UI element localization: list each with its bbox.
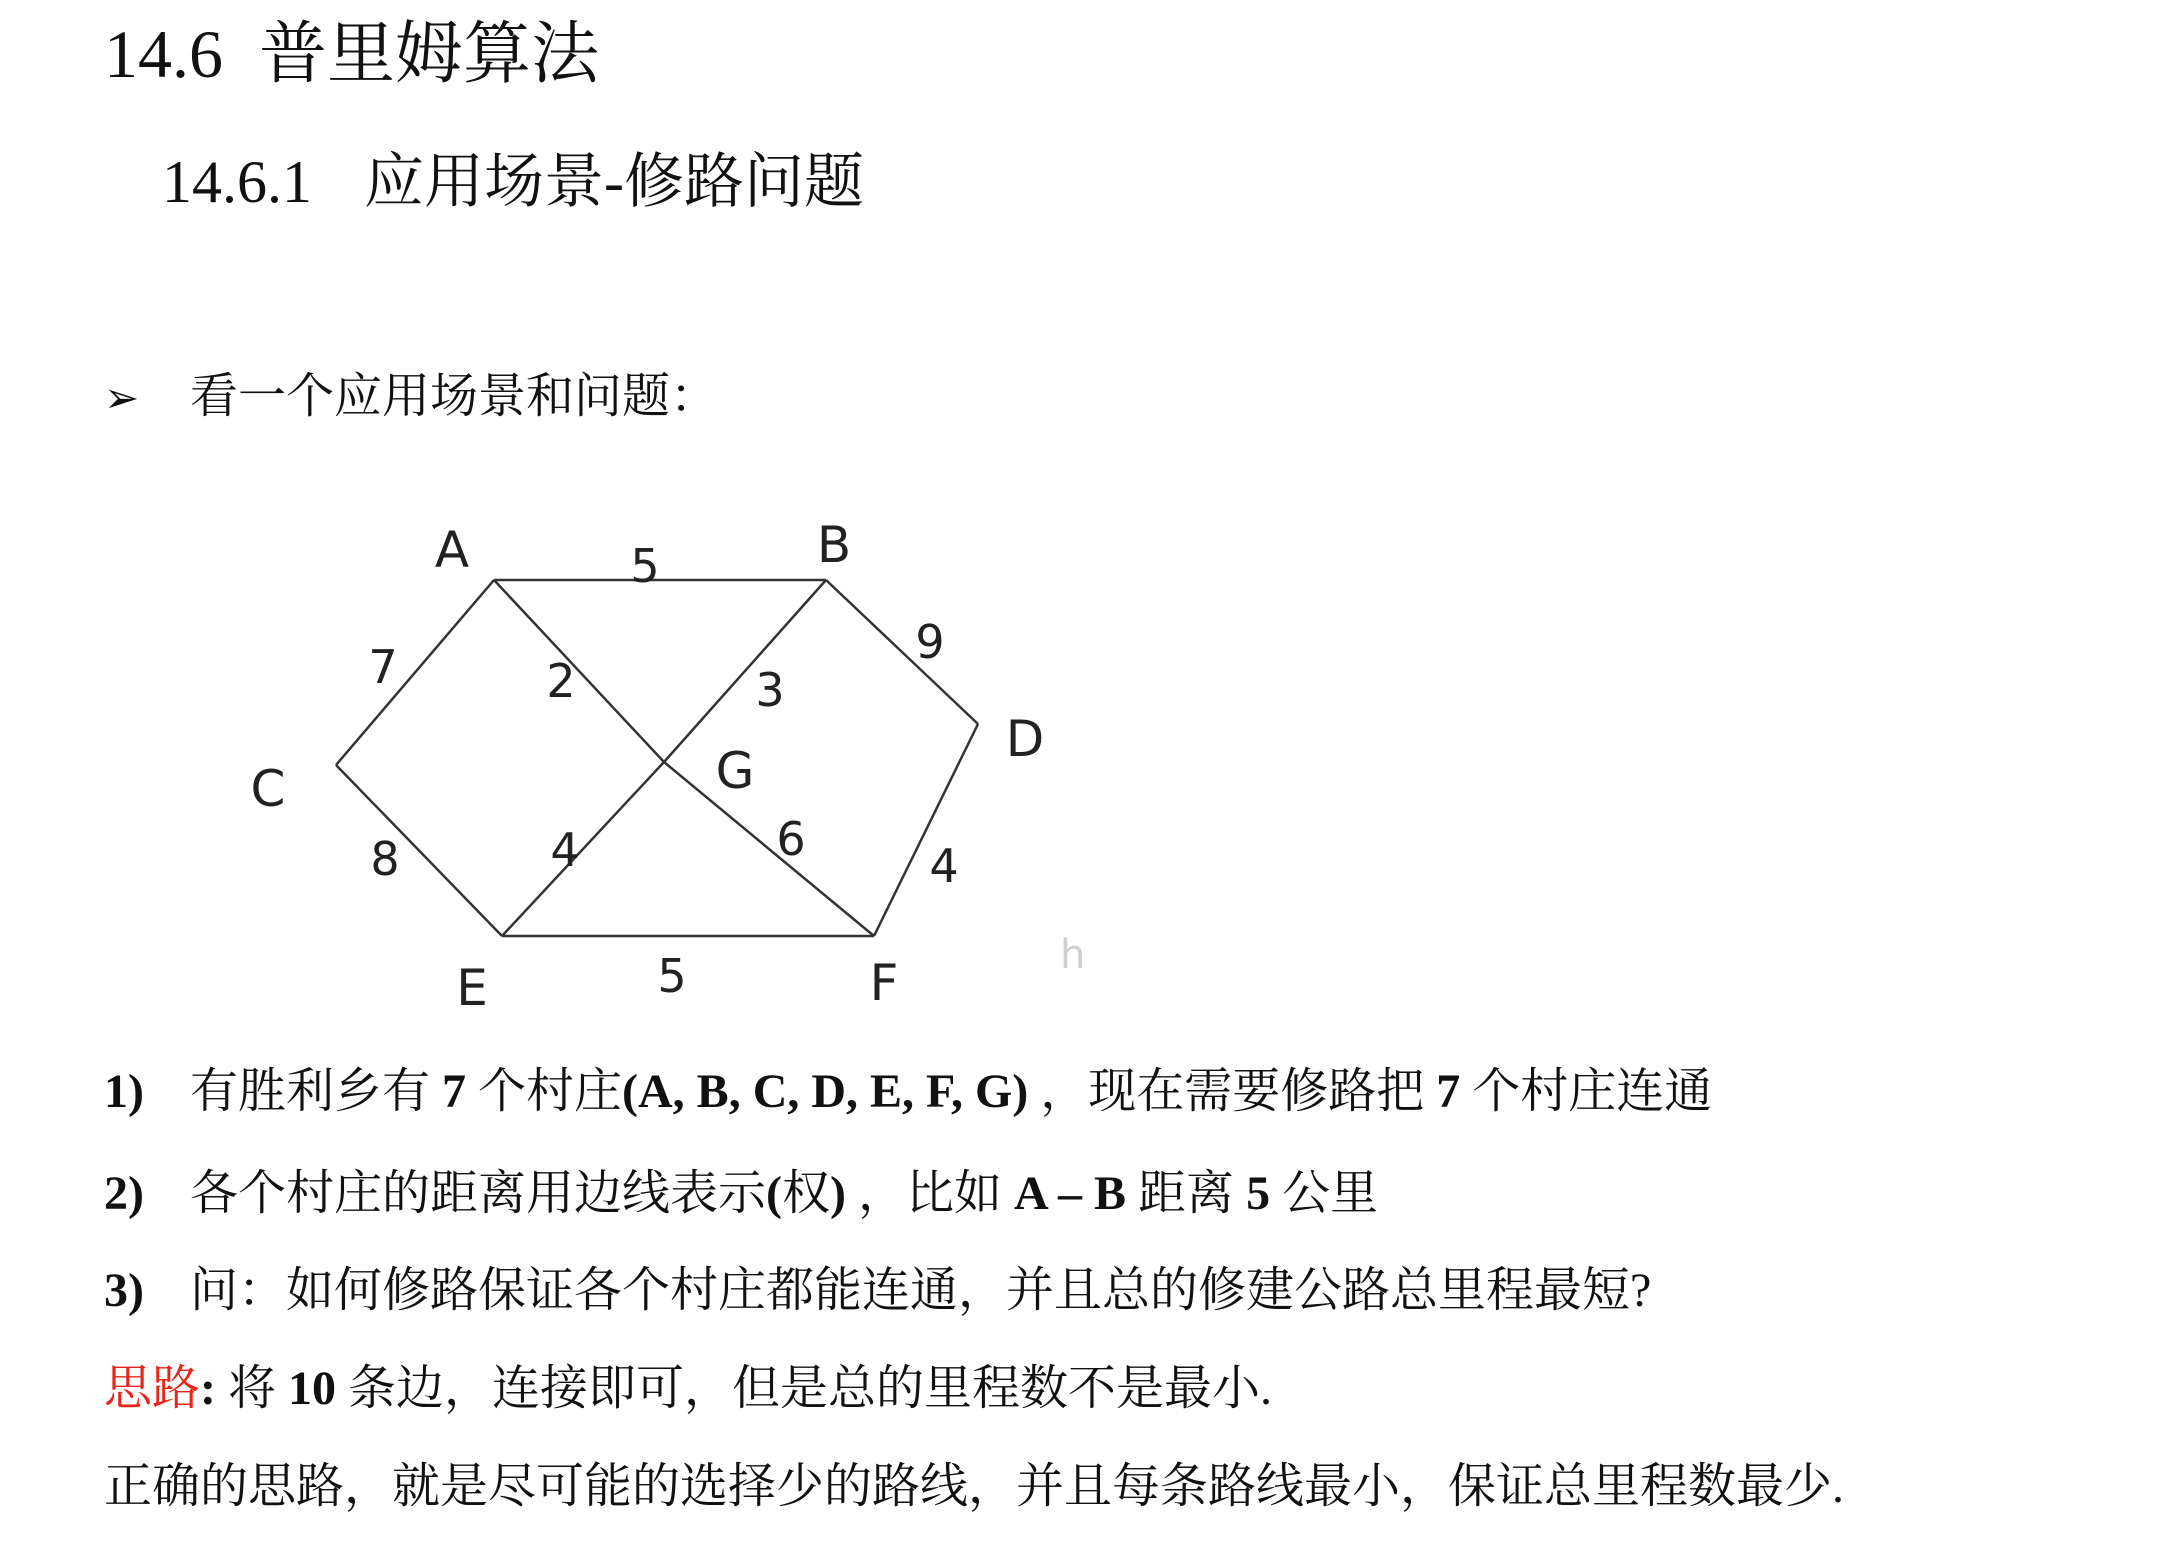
node-label-b: B <box>816 516 852 574</box>
item-bold: ) <box>830 1167 846 1220</box>
item-text: ，现在需要修路把 <box>1040 1065 1425 1118</box>
item-bold: 7 <box>1436 1065 1461 1118</box>
node-label-d: D <box>1005 710 1045 768</box>
edge-weight-c-e: 8 <box>370 832 400 886</box>
edge-d-f <box>874 724 978 936</box>
edge-e-g <box>502 762 664 936</box>
edge-c-e <box>336 765 502 936</box>
item-text: 权 <box>782 1167 831 1220</box>
section-number: 14.6 <box>104 16 223 92</box>
item-text: ，比如 <box>858 1167 1003 1220</box>
list-item-2 <box>104 1165 1378 1223</box>
item-number: 3) <box>104 1264 144 1317</box>
item-bold: 7 <box>442 1065 467 1118</box>
idea-label: 思路 <box>104 1362 201 1415</box>
edge-a-g <box>494 580 664 762</box>
edge-b-g <box>664 580 826 762</box>
edge-weight-a-c: 7 <box>368 640 398 694</box>
item-text: 各个村庄的距离用边线表示 <box>190 1167 767 1220</box>
arrow-bullet-icon: ➢ <box>104 376 140 422</box>
watermark-text: h <box>1060 932 1086 978</box>
idea-text: 将 <box>228 1362 277 1415</box>
list-item-1 <box>104 1063 1712 1121</box>
edge-weight-b-g: 3 <box>755 663 785 717</box>
item-bold: ( <box>766 1167 782 1220</box>
idea-bold: 10 <box>288 1362 337 1415</box>
edge-weight-a-b: 5 <box>630 539 660 593</box>
section-title: 普里姆算法 <box>259 16 600 92</box>
edge-weight-d-f: 4 <box>929 839 959 893</box>
idea-line <box>104 1360 1272 1418</box>
correct-idea-line <box>104 1458 1844 1516</box>
node-label-a: A <box>434 521 470 579</box>
item-bold: 5 <box>1246 1167 1271 1220</box>
idea-colon: : <box>200 1362 216 1415</box>
edge-a-c <box>336 580 494 765</box>
edge-weight-g-f: 6 <box>776 812 806 866</box>
item-text: 公里 <box>1282 1167 1379 1220</box>
node-label-g: G <box>715 742 755 800</box>
item-bold: (A, B, C, D, E, F, G) <box>622 1065 1029 1118</box>
item-text: 问：如何修路保证各个村庄都能连通，并且总的修建公路总里程最短? <box>190 1264 1652 1317</box>
item-number: 1) <box>104 1065 144 1118</box>
subsection-title: 应用场景-修路问题 <box>364 149 864 215</box>
edge-weight-b-d: 9 <box>915 615 945 669</box>
edge-weight-e-f: 5 <box>657 949 687 1003</box>
bullet-text: 看一个应用场景和问题： <box>190 370 719 423</box>
item-text: 距离 <box>1138 1167 1235 1220</box>
node-label-f: F <box>869 954 899 1012</box>
edge-g-f <box>664 762 874 936</box>
edge-weight-a-g: 2 <box>546 654 576 708</box>
item-bold: A – B <box>1014 1167 1127 1220</box>
item-text: 个村庄 <box>478 1065 623 1118</box>
item-number: 2) <box>104 1167 144 1220</box>
item-text: 有胜利乡有 <box>190 1065 431 1118</box>
idea-text: 条边，连接即可，但是总的里程数不是最小. <box>348 1362 1273 1415</box>
correct-text: 正确的思路，就是尽可能的选择少的路线，并且每条路线最小，保证总里程数最少. <box>104 1460 1845 1513</box>
node-label-e: E <box>456 959 488 1017</box>
edge-b-d <box>826 580 978 724</box>
subsection-number: 14.6.1 <box>162 149 312 215</box>
edge-weight-e-g: 4 <box>550 823 580 877</box>
node-label-c: C <box>250 760 286 818</box>
list-item-3 <box>104 1262 1651 1320</box>
item-text: 个村庄连通 <box>1472 1065 1713 1118</box>
